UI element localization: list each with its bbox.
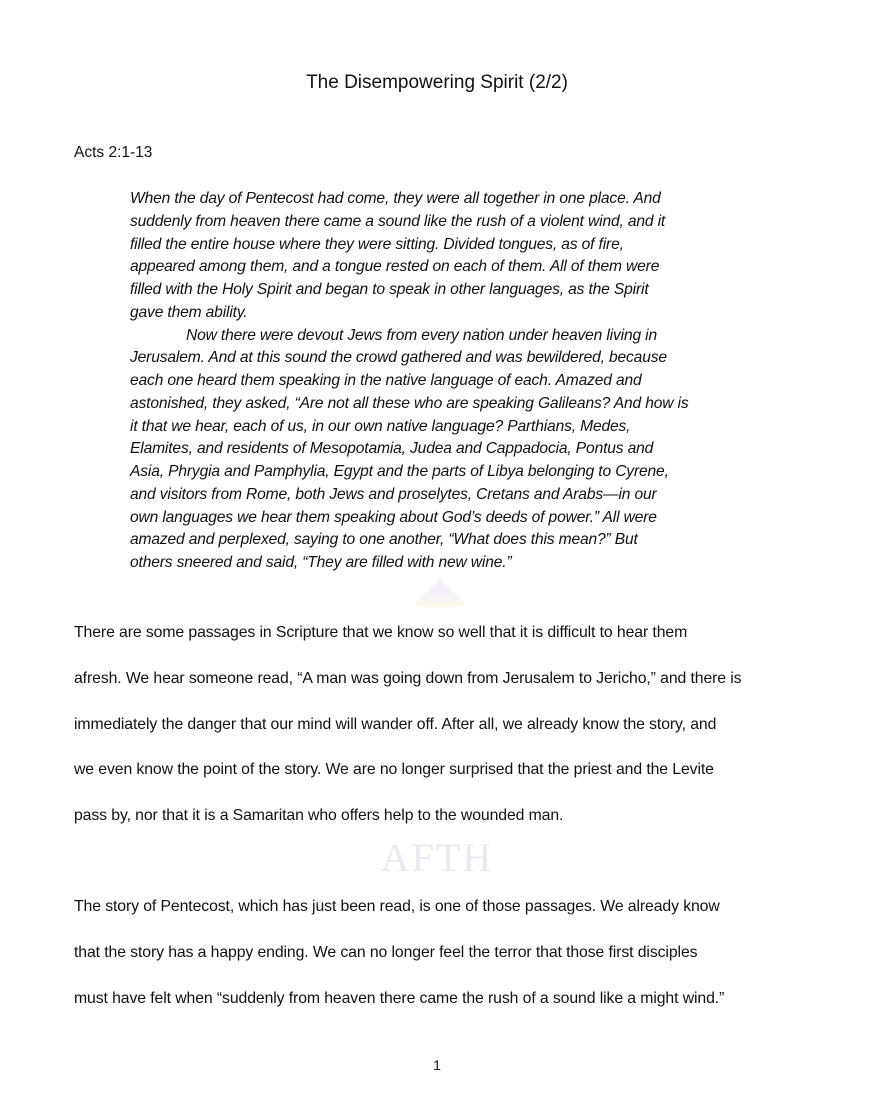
quote-line: appeared among them, and a tongue rested on each of them. All of them were bbox=[130, 258, 660, 276]
page-number: 1 bbox=[433, 1057, 441, 1073]
body-line: There are some passages in Scripture that we know so well that it is difficult to hear them bbox=[74, 624, 688, 641]
scripture-quote bbox=[130, 188, 760, 575]
quote-line: filled with the Holy Spirit and began to speak in other languages, as the Spirit bbox=[130, 281, 649, 298]
quote-paragraph-2 bbox=[130, 325, 760, 575]
document-title: The Disempowering Spirit (2/2) bbox=[306, 72, 568, 93]
quote-line: each one heard them speaking in the native language of each. Amazed and bbox=[130, 372, 642, 389]
quote-line: it that we hear, each of us, in our own native language? Parthians, Medes, bbox=[130, 417, 631, 435]
quote-line: Jerusalem. And at this sound the crowd gathered and was bewildered, because bbox=[130, 349, 667, 367]
body-line: must have felt when “suddenly from heaven there came the rush of a sound like a might wind.” bbox=[74, 989, 725, 1007]
quote-line: Now there were devout Jews from every nation under heaven living in bbox=[186, 326, 658, 344]
body-paragraph-1 bbox=[74, 610, 814, 839]
quote-line: filled the entire house where they were sitting. Divided tongues, as of fire, bbox=[130, 235, 624, 253]
quote-line: own languages we hear them speaking about God’s deeds of power.” All were bbox=[130, 508, 657, 526]
body-line: immediately the danger that our mind will wander off. After all, we already know the story, and bbox=[74, 715, 717, 733]
body-line: The story of Pentecost, which has just been read, is one of those passages. We already know bbox=[74, 898, 720, 915]
quote-line: When the day of Pentecost had come, they were all together in one place. And bbox=[130, 190, 661, 207]
scripture-reference: Acts 2:1-13 bbox=[74, 144, 153, 161]
quote-line: gave them ability. bbox=[130, 303, 248, 321]
quote-line: others sneered and said, “They are filled with new wine.” bbox=[130, 554, 512, 571]
body-line: afresh. We hear someone read, “A man was going down from Jerusalem to Jericho,” and there is bbox=[74, 669, 742, 687]
quote-line: and visitors from Rome, both Jews and proselytes, Cretans and Arabs—in our bbox=[130, 485, 657, 503]
quote-line: suddenly from heaven there came a sound like the rush of a violent wind, and it bbox=[130, 212, 666, 230]
quote-line: Asia, Phrygia and Pamphylia, Egypt and the parts of Libya belonging to Cyrene, bbox=[130, 463, 669, 480]
quote-line: amazed and perplexed, saying to one another, “What does this mean?” But bbox=[130, 531, 638, 549]
watermark-flame-shape bbox=[415, 580, 465, 607]
body-line: pass by, nor that it is a Samaritan who offers help to the wounded man. bbox=[74, 807, 564, 825]
body-paragraph-2 bbox=[74, 884, 814, 1021]
body-line: we even know the point of the story. We are no longer surprised that the priest and the Levite bbox=[74, 761, 714, 779]
quote-paragraph-1 bbox=[130, 188, 760, 325]
watermark-flame-logo-icon bbox=[360, 578, 520, 608]
quote-line: Elamites, and residents of Mesopotamia, Judea and Cappadocia, Pontus and bbox=[130, 440, 654, 458]
watermark-text: AFTH bbox=[380, 835, 494, 880]
body-line: that the story has a happy ending. We can no longer feel the terror that those first disciples bbox=[74, 943, 698, 961]
quote-line: astonished, they asked, “Are not all these who are speaking Galileans? And how is bbox=[130, 394, 689, 412]
